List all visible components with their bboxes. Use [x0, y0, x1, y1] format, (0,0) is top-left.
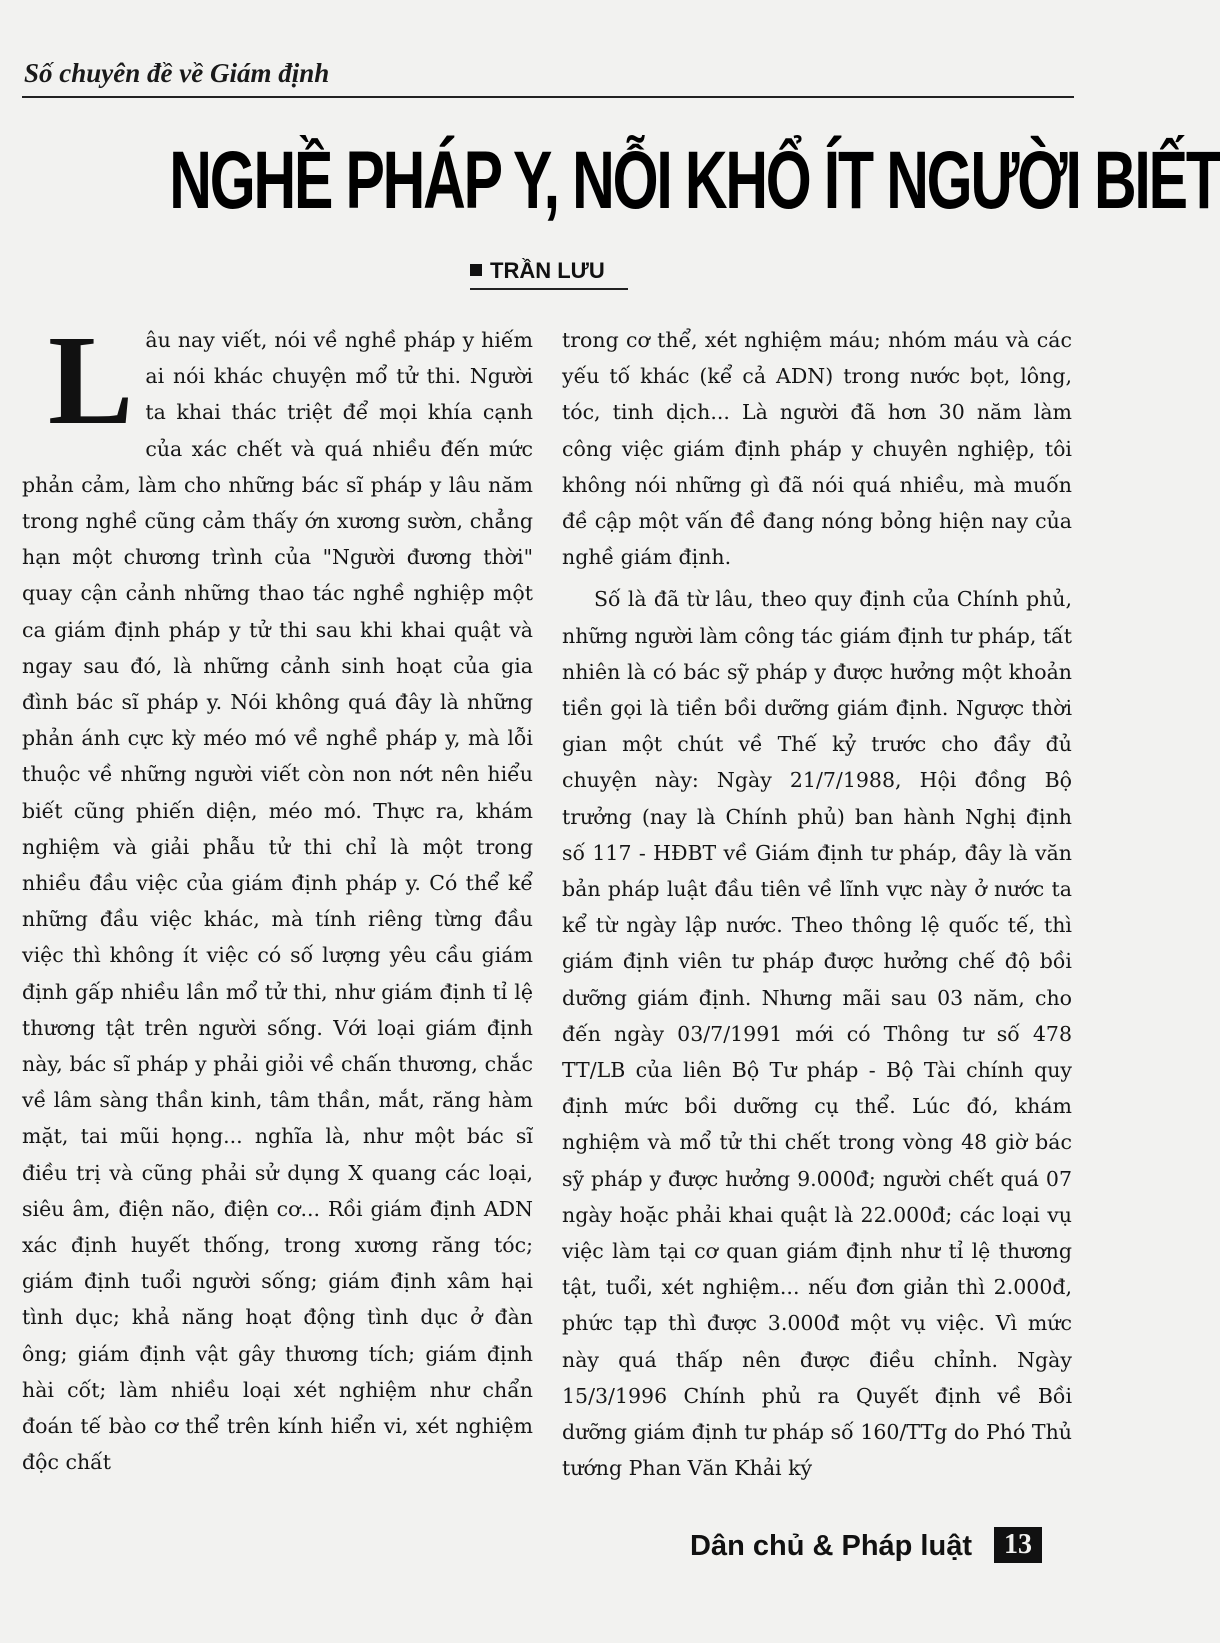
article-column-left — [22, 309, 533, 1481]
drop-cap: L — [48, 309, 134, 451]
article-title: NGHỀ PHÁP Y, NỖI KHỔ ÍT NGƯỜI BIẾT — [169, 135, 1220, 226]
paragraph: Số là đã từ lâu, theo quy định của Chính phủ, những người làm công tác giám định tư pháp, tất nhiên là có bác sỹ pháp y được hưởng một khoản tiền gọi là tiền bồi dưỡng giám định. Ngược thời gian một chút về Thế kỷ trước cho đầy đủ chuyện này: Ngày 21/7/1988, Hội đồng Bộ trưởng (nay là Chính phủ) ban hành Nghị định số 117 - HĐBT về Giám định tư pháp, đây là văn bản pháp luật đầu tiên về lĩnh vực này ở nước ta kể từ ngày lập nước. Theo thông lệ quốc tế, thì giám định viên tư pháp được hưởng chế độ bồi dưỡng giám định. Nhưng mãi sau 03 năm, cho đến ngày 03/7/1991 mới có Thông tư số 478 TT/LB của liên Bộ Tư pháp - Bộ Tài chính quy định mức bồi dưỡng cụ thể. Lúc đó, khám nghiệm và mổ tử thi chết trong vòng 48 giờ bác sỹ pháp y được hưởng 9.000đ; người chết quá 07 ngày hoặc phải khai quật là 22.000đ; các loại vụ việc làm tại cơ quan giám định như tỉ lệ thương tật, tuổi, xét nghiệm... nếu đơn giản thì 2.000đ, phức tạp thì được 3.000đ một vụ việc. Vì mức này quá thấp nên được điều chỉnh. Ngày 15/3/1996 Chính phủ ra Quyết định về Bồi dưỡng giám định tư pháp số 160/TTg do Phó Thủ tướng Phan Văn Khải ký — [562, 587, 1072, 1481]
paragraph — [22, 309, 533, 1481]
header-rule — [22, 96, 1074, 98]
byline — [470, 258, 605, 284]
article-column-right — [562, 322, 1072, 1487]
section-label: Số chuyên đề về Giám định — [24, 58, 330, 88]
page-number: 13 — [994, 1527, 1042, 1563]
paragraph: trong cơ thể, xét nghiệm máu; nhóm máu và các yếu tố khác (kể cả ADN) trong nước bọt, lông, tóc, tinh dịch... Là người đã hơn 30 năm làm công việc giám định pháp y chuyên nghiệp, tôi không nói những gì đã nói quá nhiều, mà muốn đề cập một vấn đề đang nóng bỏng hiện nay của nghề giám định. — [562, 328, 1072, 570]
bullet-square-icon — [470, 264, 482, 276]
byline-rule — [470, 288, 628, 290]
author-name: TRẦN LƯU — [490, 258, 605, 283]
magazine-name: Dân chủ & Pháp luật — [690, 1530, 972, 1562]
paragraph-text: âu nay viết, nói về nghề pháp y hiếm ai nói khác chuyện mổ tử thi. Người ta khai thác triệt để mọi khía cạnh của xác chết và quá nhiều đến mức phản cảm, làm cho những bác sĩ pháp y lâu năm trong nghề cũng cảm thấy ớn xương sườn, chẳng hạn một chương trình của "Người đương thời" quay cận cảnh những thao tác nghề nghiệp một ca giám định pháp y tử thi sau khi khai quật và ngay sau đó, là những cảnh sinh hoạt của gia đình bác sĩ pháp y. Nói không quá đây là những phản ánh cực kỳ méo mó về nghề pháp y, mà lỗi thuộc về những người viết còn non nớt nên hiểu biết cũng phiến diện, méo mó. Thực ra, khám nghiệm và giải phẫu tử thi chỉ là một trong nhiều đầu việc của giám định pháp y. Có thể kể những đầu việc khác, mà tính riêng từng đầu việc thì không ít việc có số lượng yêu cầu giám định gấp nhiều lần mổ tử thi, như giám định tỉ lệ thương tật trên người sống. Với loại giám định này, bác sĩ pháp y phải giỏi về chấn thương, chắc về lâm sàng thần kinh, tâm thần, mắt, răng hàm mặt, tai mũi họng... nghĩa là, như một bác sĩ điều trị và cũng phải sử dụng X quang các loại, siêu âm, điện não, điện cơ... Rồi giám định ADN xác định huyết thống, trong xương răng tóc; giám định tuổi người sống; giám định xâm hại tình dục; khả năng hoạt động tình dục ở đàn ông; giám định vật gây thương tích; giám định hài cốt; làm nhiều loại xét nghiệm như chẩn đoán tế bào cơ thể trên kính hiển vi, xét nghiệm độc chất — [22, 328, 533, 1475]
